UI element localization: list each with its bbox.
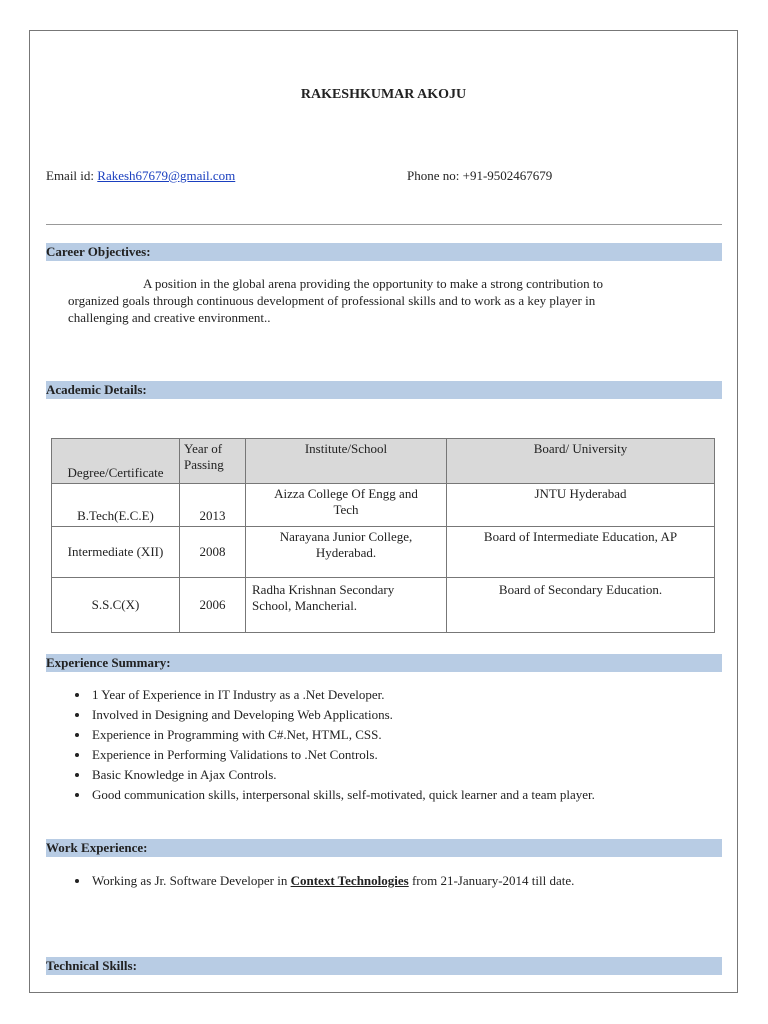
academic-table-header: [52, 439, 715, 484]
header-divider: [46, 224, 722, 225]
work-experience-list: [46, 871, 574, 891]
career-objective-line-3: challenging and creative environment..: [68, 310, 271, 325]
resume-page: [29, 30, 738, 993]
work-prefix: Working as Jr. Software Developer in: [92, 873, 291, 888]
email-line: [46, 168, 235, 184]
header-institute: Institute/School: [246, 439, 447, 484]
work-suffix: from 21-January-2014 till date.: [408, 873, 575, 888]
cell-degree: S.S.C(X): [52, 578, 180, 633]
section-work-experience: Work Experience:: [46, 839, 722, 857]
list-item: [90, 871, 574, 891]
list-item: • Involved in Designing and Developing Web Applications.: [90, 705, 595, 725]
cell-board: Board of Intermediate Education, AP: [447, 527, 715, 578]
section-experience-summary: Experience Summary:: [46, 654, 722, 672]
cell-year: 2006: [180, 578, 246, 633]
cell-degree: Intermediate (XII): [52, 527, 180, 578]
section-academic-details: Academic Details:: [46, 381, 722, 399]
table-row: [52, 484, 715, 527]
cell-year: 2008: [180, 527, 246, 578]
section-technical-skills: Technical Skills:: [46, 957, 722, 975]
cell-degree: B.Tech(E.C.E): [52, 484, 180, 527]
list-item: • Basic Knowledge in Ajax Controls.: [90, 765, 595, 785]
experience-summary-list: [46, 685, 595, 805]
header-degree: Degree/Certificate: [52, 439, 180, 484]
phone-number: +91-9502467679: [462, 168, 553, 183]
header-board: Board/ University: [447, 439, 715, 484]
candidate-name: RAKESHKUMAR AKOJU: [300, 87, 467, 102]
cell-institute: Aizza College Of Engg and Tech: [246, 484, 447, 527]
table-row: [52, 578, 715, 633]
list-item: • Good communication skills, interpersonal skills, self-motivated, quick learner and a team player.: [90, 785, 595, 805]
career-objective-line-2: organized goals through continuous development of professional skills and to work as a key player in: [68, 293, 596, 308]
list-item: • Experience in Programming with C#.Net, HTML, CSS.: [90, 725, 595, 745]
phone-label: Phone no:: [407, 168, 463, 183]
career-objective-line-1: A position in the global arena providing the opportunity to make a strong contribution to: [143, 276, 603, 291]
cell-board: Board of Secondary Education.: [447, 578, 715, 633]
table-row: [52, 527, 715, 578]
cell-institute: Radha Krishnan Secondary School, Mancherial.: [246, 578, 447, 633]
cell-institute: Narayana Junior College, Hyderabad.: [246, 527, 447, 578]
header-year: Year of Passing: [180, 439, 246, 484]
academic-table: [51, 438, 715, 633]
phone-line: [407, 168, 552, 184]
cell-board: JNTU Hyderabad: [447, 484, 715, 527]
company-name: Context Technologies: [290, 873, 409, 888]
email-label: Email id:: [46, 168, 98, 183]
list-item: • Experience in Performing Validations to .Net Controls.: [90, 745, 595, 765]
email-link[interactable]: Rakesh67679@gmail.com: [97, 168, 236, 183]
list-item: • 1 Year of Experience in IT Industry as a .Net Developer.: [90, 685, 595, 705]
cell-year: 2013: [180, 484, 246, 527]
section-career-objectives: Career Objectives:: [46, 243, 722, 261]
